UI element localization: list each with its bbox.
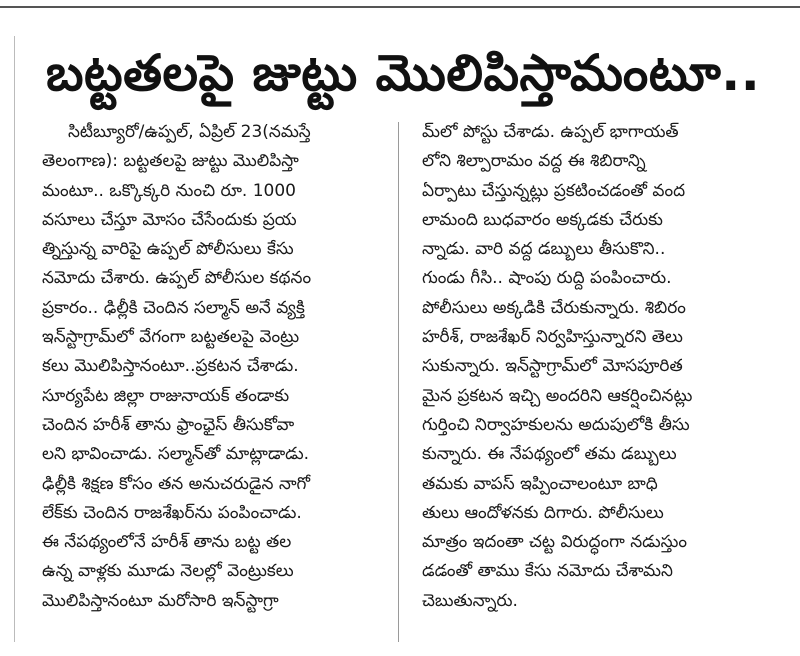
text-line: మాత్రం ఇదంతా చట్ట విరుద్ధంగా నడుస్తుం bbox=[422, 532, 688, 553]
text-line: డడంతో తాము కేసు నమోదు చేశామని bbox=[422, 561, 673, 582]
text-line: సిటీబ్యూరో/ఉప్పల్, ఏప్రిల్ 23(నమస్తే bbox=[68, 122, 311, 142]
text-line: ఈ నేపథ్యంలోనే హరీశ్ తాను బట్ట తల bbox=[42, 532, 292, 553]
left-edge-rule bbox=[14, 36, 15, 642]
text-line: ఉన్న వాళ్లకు మూడు నెలల్లో వెంట్రుకలు bbox=[42, 561, 294, 582]
text-line: కున్నారు. ఈ నేపథ్యంలో తమ డబ్బులు bbox=[422, 444, 677, 465]
column-divider bbox=[398, 122, 399, 642]
text-line: న్నాడు. వారి వద్ద డబ్బులు తీసుకొని.. bbox=[422, 239, 666, 260]
text-line: లేక్‌కు చెందిన రాజశేఖర్‌ను పంపించాడు. bbox=[42, 502, 302, 523]
text-line: పోలీసులు అక్కడికి చేరుకున్నారు. శిబిరం bbox=[422, 297, 686, 318]
text-line: సుకున్నారు. ఇన్‌స్టాగ్రామ్‌లో మోసపూరిత bbox=[422, 356, 683, 377]
article-column-left bbox=[42, 118, 384, 646]
text-line: లోని శిల్పారామం వద్ద ఈ శిబిరాన్ని bbox=[422, 151, 646, 172]
text-line: గుండు గీసి.. షాంపు రుద్ది పంపించారు. bbox=[422, 268, 672, 289]
text-line: తెలంగాణ): బట్టతలపై జుట్టు మొలిపిస్తా bbox=[42, 151, 299, 172]
text-line: తులు ఆందోళనకు దిగారు. పోలీసులు bbox=[422, 502, 664, 523]
text-line: నమోదు చేశారు. ఉప్పల్ పోలీసుల కథనం bbox=[42, 268, 312, 289]
text-line: మంటూ.. ఒక్కొక్కరి నుంచి రూ. 1000 bbox=[42, 180, 296, 201]
text-line: చెందిన హరీశ్ తాను ఫ్రాంఛైస్ తీసుకోవా bbox=[42, 414, 295, 435]
text-line: గుర్తించి నిర్వాహకులను అదుపులోకి తీసు bbox=[422, 414, 690, 435]
text-line: త్నిస్తున్న వారిపై ఉప్పల్ పోలీసులు కేసు bbox=[42, 239, 294, 260]
text-line: ప్రకారం.. ఢిల్లీకి చెందిన సల్మాన్ అనే వ్యక్తి bbox=[42, 297, 305, 318]
text-line: సూర్యపేట జిల్లా రాజునాయక్ తండాకు bbox=[42, 385, 290, 406]
text-line: లామంది బుధవారం అక్కడకు చేరుకు bbox=[422, 209, 663, 230]
text-line: మైన ప్రకటన ఇచ్చి అందరిని ఆకర్షించినట్లు bbox=[422, 385, 693, 406]
text-line: మొలిపిస్తానంటూ మరోసారి ఇన్‌స్టాగ్రా bbox=[42, 590, 279, 611]
text-line: మ్‌లో పోస్టు చేశాడు. ఉప్పల్ భాగాయత్ bbox=[422, 122, 679, 142]
top-rule bbox=[0, 6, 800, 8]
text-line: వసూలు చేస్తూ మోసం చేసేందుకు ప్రయ bbox=[42, 209, 297, 230]
text-line: తమకు వాపస్ ఇప్పించాలంటూ బాధి bbox=[422, 473, 658, 494]
text-line: లని భావించాడు. సల్మాన్‌తో మాట్లాడాడు. bbox=[42, 444, 310, 465]
text-line: కలు మొలిపిస్తానంటూ..ప్రకటన చేశాడు. bbox=[42, 356, 299, 377]
text-line: ఇన్‌స్టాగ్రామ్‌లో వేగంగా బట్టతలపై వెంట్రు bbox=[42, 327, 300, 348]
text-line: చెబుతున్నారు. bbox=[422, 590, 518, 611]
article-column-right bbox=[422, 118, 767, 646]
headline: బట్టతలపై జుట్టు మొలిపిస్తామంటూ.. bbox=[46, 44, 761, 102]
text-line: ఢిల్లీకి శిక్షణ కోసం తన అనుచరుడైన నాగో bbox=[42, 473, 311, 494]
text-line: ఏర్పాటు చేస్తున్నట్లు ప్రకటించడంతో వంద bbox=[422, 180, 686, 201]
text-line: హరీశ్, రాజశేఖర్ నిర్వహిస్తున్నారని తెలు bbox=[422, 327, 683, 348]
